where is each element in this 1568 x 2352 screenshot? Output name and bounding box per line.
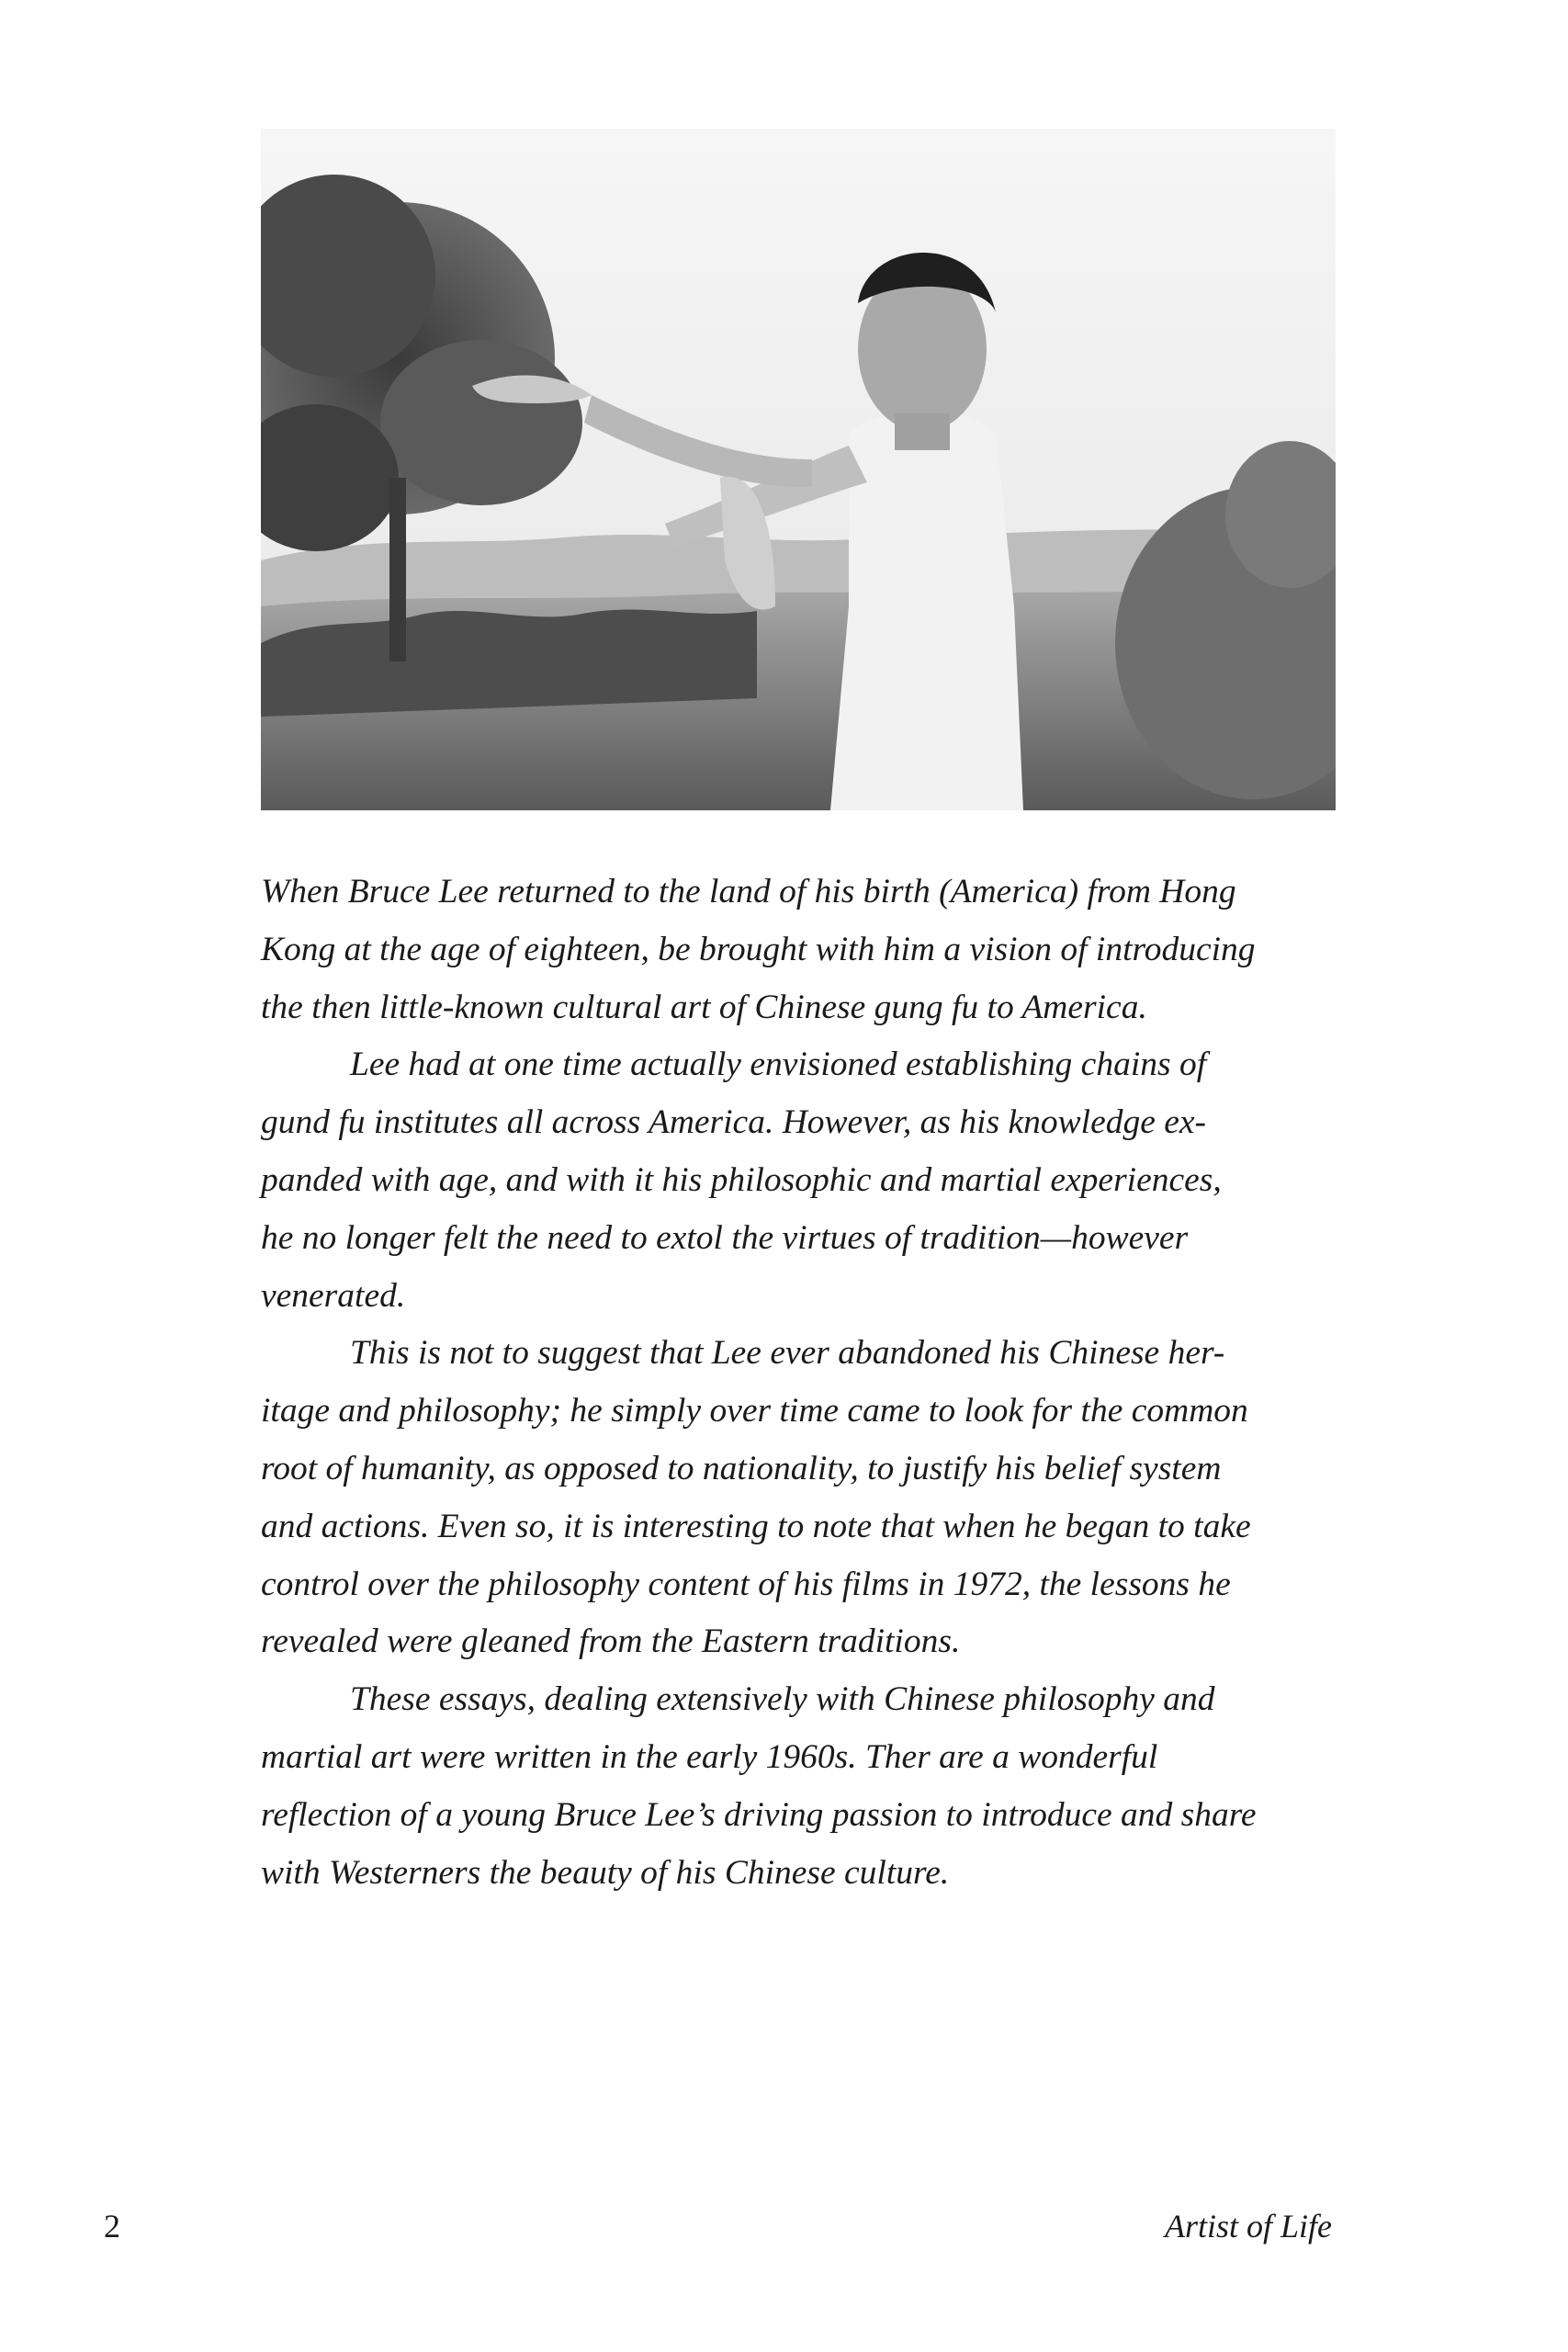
page-number: 2 — [104, 2208, 120, 2245]
text-line: and actions. Even so, it is interesting to note that when he began to take — [261, 1507, 1251, 1545]
text-line: itage and philosophy; he simply over time came to look for the common — [261, 1392, 1248, 1430]
paragraph-1 — [261, 864, 1340, 1036]
text-line: revealed were gleaned from the Eastern traditions. — [261, 1623, 961, 1661]
text-line: martial art were written in the early 1960s. Ther are a wonderful — [261, 1737, 1158, 1776]
paragraph-3 — [261, 1325, 1340, 1671]
photo-illustration — [261, 129, 1336, 810]
paragraph-2 — [261, 1036, 1340, 1325]
text-line: venerated. — [261, 1276, 406, 1315]
text-line: the then little-known cultural art of Chinese gung fu to America. — [261, 988, 1147, 1026]
text-line: Kong at the age of eighteen, be brought with him a vision of introducing — [261, 930, 1256, 968]
text-line: control over the philosophy content of his films in 1972, the lessons he — [261, 1565, 1231, 1603]
paragraph-4 — [261, 1671, 1340, 1902]
text-line: This is not to suggest that Lee ever abandoned his Chinese her- — [350, 1334, 1225, 1373]
running-title: Artist of Life — [1164, 2208, 1332, 2245]
tree-line — [261, 609, 757, 717]
text-line: reflection of a young Bruce Lee’s driving passion to introduce and share — [261, 1795, 1257, 1834]
text-line: Lee had at one time actually envisioned establishing chains of — [350, 1046, 1207, 1084]
text-line: with Westerners the beauty of his Chinese culture. — [261, 1853, 950, 1892]
figure-neck — [895, 413, 950, 450]
photograph — [261, 129, 1336, 810]
text-line: These essays, dealing extensively with Chinese philosophy and — [350, 1680, 1215, 1719]
body-text — [261, 864, 1340, 1902]
text-line: he no longer felt the need to extol the virtues of tradition—however — [261, 1218, 1189, 1257]
text-line: panded with age, and with it his philosophic and martial experiences, — [261, 1160, 1222, 1199]
tree-trunk — [389, 478, 406, 662]
text-line: gund fu institutes all across America. However, as his knowledge ex- — [261, 1103, 1207, 1142]
text-line: root of humanity, as opposed to nationality, to justify his belief system — [261, 1449, 1222, 1487]
text-line: When Bruce Lee returned to the land of his birth (America) from Hong — [261, 873, 1236, 910]
